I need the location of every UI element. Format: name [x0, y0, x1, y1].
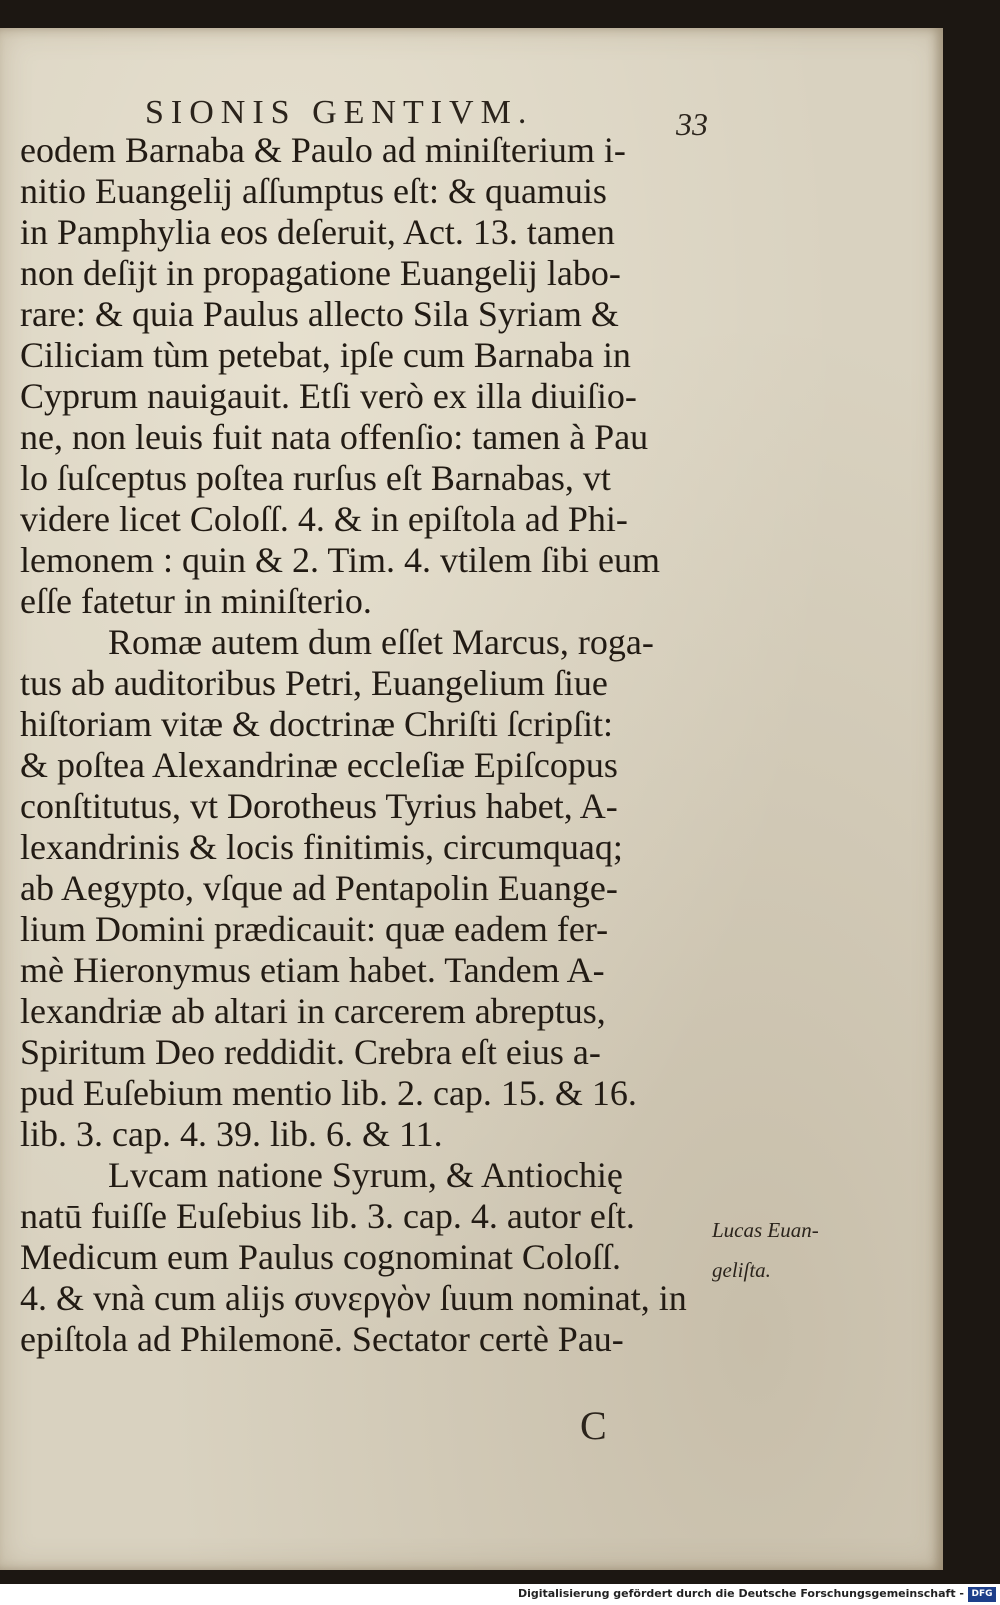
- page-number: 33: [676, 106, 708, 142]
- signature-mark: C: [580, 1403, 607, 1448]
- text-line: lexandriæ ab altari in carcerem abreptus,: [20, 991, 606, 1031]
- text-line: hiſtoriam vitæ & doctrinæ Chriſti ſcripſit:: [20, 704, 613, 744]
- text-line: tus ab auditoribus Petri, Euangelium ſiue: [20, 663, 608, 703]
- text-line: mè Hieronymus etiam habet. Tandem A-: [20, 950, 605, 990]
- text-line: non deſijt in propagatione Euangelij labo-: [20, 253, 621, 293]
- text-line: epiſtola ad Philemonē. Sectator certè Pau-: [20, 1319, 624, 1359]
- dfg-logo: DFG: [968, 1587, 996, 1602]
- book-page: [0, 28, 943, 1570]
- text-line: ne, non leuis fuit nata offenſio: tamen à Pau: [20, 417, 649, 457]
- text-line: Medicum eum Paulus cognominat Coloſſ.: [20, 1237, 621, 1277]
- text-line: natū fuiſſe Euſebius lib. 3. cap. 4. autor eſt.: [20, 1196, 635, 1236]
- text-line: in Pamphylia eos deſeruit, Act. 13. tamen: [20, 212, 615, 252]
- footer-bar: [0, 1584, 1000, 1605]
- text-line: ab Aegypto, vſque ad Pentapolin Euange-: [20, 868, 618, 908]
- running-head: SIONIS GENTIVM.: [145, 94, 534, 131]
- body-text: [20, 130, 710, 1360]
- text-line: pud Euſebium mentio lib. 2. cap. 15. & 16.: [20, 1073, 637, 1113]
- text-line: lexandrinis & locis finitimis, circumquaq;: [20, 827, 623, 867]
- text-line: lium Domini prædicauit: quæ eadem fer-: [20, 909, 609, 949]
- text-line: 4. & vnà cum alijs συνεργὸν ſuum nominat, in: [20, 1278, 687, 1318]
- text-line: lemonem : quin & 2. Tim. 4. vtilem ſibi eum: [20, 540, 661, 580]
- text-line: lib. 3. cap. 4. 39. lib. 6. & 11.: [20, 1114, 443, 1154]
- funding-credit: Digitalisierung gefördert durch die Deutsche Forschungsgemeinschaft -: [517, 1587, 964, 1600]
- text-line: lo ſuſceptus poſtea rurſus eſt Barnabas, vt: [20, 458, 611, 498]
- text-line: Ciliciam tùm petebat, ipſe cum Barnaba in: [20, 335, 631, 375]
- text-line: nitio Euangelij aſſumptus eſt: & quamuis: [20, 171, 607, 211]
- text-line: & poſtea Alexandrinæ eccleſiæ Epiſcopus: [20, 745, 618, 785]
- marginal-note-line: Lucas Euan-: [712, 1218, 819, 1242]
- text-line: Spiritum Deo reddidit. Crebra eſt eius a-: [20, 1032, 601, 1072]
- text-line: eſſe fatetur in miniſterio.: [20, 581, 372, 621]
- paragraph-start-line: Lvcam natione Syrum, & Antiochię: [108, 1155, 623, 1195]
- text-line: rare: & quia Paulus allecto Sila Syriam &: [20, 294, 619, 334]
- paragraph-start-line: Romæ autem dum eſſet Marcus, roga-: [108, 622, 654, 662]
- text-line: videre licet Coloſſ. 4. & in epiſtola ad Phi-: [20, 499, 628, 539]
- marginal-note-line: geliſta.: [712, 1258, 771, 1282]
- text-line: eodem Barnaba & Paulo ad miniſterium i-: [20, 130, 626, 170]
- text-line: Cyprum nauigauit. Etſi verò ex illa diuiſio-: [20, 376, 637, 416]
- marginal-note: [712, 1210, 862, 1290]
- text-line: conſtitutus, vt Dorotheus Tyrius habet, A-: [20, 786, 618, 826]
